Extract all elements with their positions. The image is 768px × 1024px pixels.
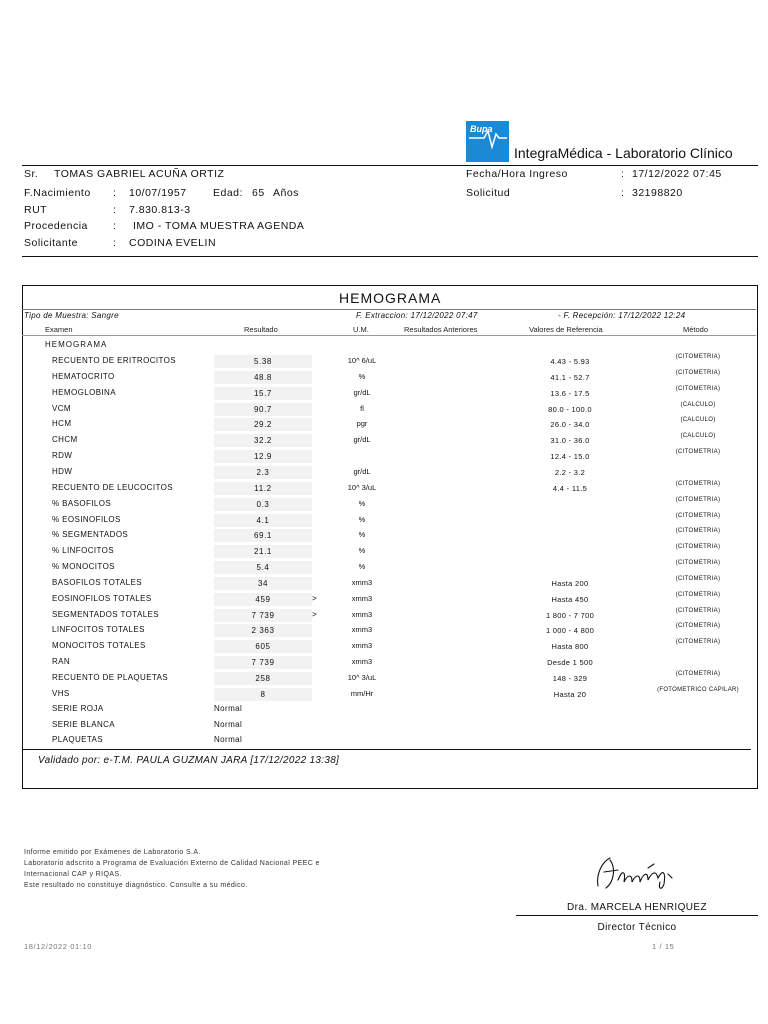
col-exam: Examen [45,325,73,334]
rut-value: 7.830.813-3 [129,204,191,216]
method-label: (CITOMETRIA) [675,639,721,645]
method-label: (CITOMETRIA) [675,671,721,677]
age-unit: Años [273,187,299,199]
rut-colon: : [113,204,117,216]
signature-line [516,915,758,916]
birth-value: 10/07/1957 [129,187,187,199]
solicitud-colon: : [621,187,625,199]
results-bottom-line [22,749,751,750]
reference-range: Hasta 200 [551,579,589,588]
reference-range: Hasta 20 [553,690,587,699]
exam-name: RECUENTO DE LEUCOCITOS [52,483,173,492]
result-value: 5.38 [214,355,312,368]
exam-name: HEMOGLOBINA [52,388,116,397]
unit-value: % [358,530,366,539]
method-label: (CITOMETRIA) [675,608,721,614]
footer-note-4: Este resultado no constituye diagnóstico. Consulte a su médico. [24,882,248,889]
exam-name: % BASOFILOS [52,499,112,508]
solicitante-colon: : [113,237,117,249]
method-label: (CALCULO) [680,402,716,408]
reference-range: 1 000 - 4 800 [545,626,595,635]
exam-name: SEGMENTADOS TOTALES [52,610,160,619]
exam-name: MONOCITOS TOTALES [52,641,146,650]
unit-value: % [358,515,366,524]
solicitud-label: Solicitud [466,187,511,199]
qualitative-name: PLAQUETAS [52,735,104,744]
ingreso-colon: : [621,168,625,180]
result-value: 29.2 [214,418,312,431]
exam-name: RAN [52,657,71,666]
result-value: 11.2 [214,482,312,495]
qualitative-value: Normal [214,704,243,713]
unit-value: % [358,372,366,381]
result-value: 605 [214,640,312,653]
unit-value: % [358,499,366,508]
method-label: (CITOMETRIA) [675,513,721,519]
reference-range: 148 - 329 [552,674,588,683]
reference-range: 26.0 - 34.0 [550,420,590,429]
result-value: 5.4 [214,561,312,574]
signature [588,848,688,896]
unit-value: mm/Hr [350,689,374,698]
exam-name: EOSINOFILOS TOTALES [52,594,152,603]
column-divider [22,335,756,336]
solicitante-value: CODINA EVELIN [129,237,217,249]
reference-range: Hasta 450 [551,595,589,604]
reference-range: 31.0 - 36.0 [550,436,590,445]
unit-value: fl [360,404,364,413]
method-label: (CITOMETRIA) [675,528,721,534]
qualitative-name: SERIE ROJA [52,704,104,713]
method-label: (FOTOMETRICO CAPILAR) [657,687,739,693]
birth-colon: : [113,187,117,199]
unit-value: gr/dL [353,467,371,476]
result-value: 8 [214,688,312,701]
result-value: 21.1 [214,545,312,558]
age-label: Edad: [213,187,243,199]
unit-value: xmm3 [351,641,373,650]
unit-value: xmm3 [351,657,373,666]
unit-value: gr/dL [353,435,371,444]
result-value: 48.8 [214,371,312,384]
result-value: 2 363 [214,624,312,637]
procedencia-colon: : [113,220,117,232]
method-label: (CITOMETRIA) [675,354,721,360]
exam-name: % MONOCITOS [52,562,115,571]
qualitative-value: Normal [214,719,243,729]
col-result: Resultado [244,325,278,334]
col-reference: Valores de Referencia [529,325,603,334]
reference-range: 4.43 - 5.93 [550,357,590,366]
result-flag: > [312,610,317,619]
exam-name: BASOFILOS TOTALES [52,578,142,587]
result-value: 459 [214,593,312,606]
reference-range: 41.1 - 52.7 [550,373,590,382]
section-label: HEMOGRAMA [45,340,108,349]
exam-name: % SEGMENTADOS [52,530,129,539]
solicitante-label: Solicitante [24,237,78,249]
heartbeat-icon [466,121,509,162]
exam-name: CHCM [52,435,78,444]
method-label: (CITOMETRIA) [675,544,721,550]
unit-value: 10^ 6/uL [347,356,377,365]
age-value: 65 [252,187,265,199]
unit-value: xmm3 [351,610,373,619]
qualitative-value: Normal [214,735,243,744]
extraction-date: F. Extraccion: 17/12/2022 07:47 [356,311,478,320]
exam-name: % EOSINOFILOS [52,515,121,524]
result-value: 0.3 [214,498,312,511]
exam-name: VCM [52,404,71,413]
reference-range: 12.4 - 15.0 [550,452,590,461]
method-label: (CITOMETRIA) [675,560,721,566]
result-value: 90.7 [214,403,312,416]
col-previous: Resultados Anteriores [404,325,478,334]
exam-name: VHS [52,689,70,698]
reference-range: 13.6 - 17.5 [550,389,590,398]
reference-range: Desde 1 500 [547,658,593,667]
method-label: (CITOMETRIA) [675,370,721,376]
method-label: (CITOMETRIA) [675,576,721,582]
exam-name: HCM [52,419,72,428]
col-unit: U.M. [353,325,369,334]
method-label: (CITOMETRIA) [675,623,721,629]
reference-range: 4.4 - 11.5 [552,484,588,493]
result-value: 7 739 [214,609,312,622]
result-value: 7 739 [214,656,312,669]
ingreso-label: Fecha/Hora Ingreso [466,168,568,180]
logo-text: Bupa [470,124,493,134]
method-label: (CITOMETRIA) [675,497,721,503]
result-value: 15.7 [214,387,312,400]
salutation: Sr. [24,168,39,180]
lab-name: IntegraMédica - Laboratorio Clínico [514,145,733,161]
exam-name: HEMATOCRITO [52,372,115,381]
method-label: (CITOMETRIA) [675,386,721,392]
result-value: 2.3 [214,466,312,479]
result-value: 258 [214,672,312,685]
birth-label: F.Nacimiento [24,187,91,199]
result-value: 32.2 [214,434,312,447]
result-value: 12.9 [214,450,312,463]
method-label: (CITOMETRIA) [675,592,721,598]
report-title: HEMOGRAMA [339,290,442,306]
unit-value: xmm3 [351,625,373,634]
result-value: 69.1 [214,529,312,542]
rut-label: RUT [24,204,48,216]
method-label: (CITOMETRIA) [675,481,721,487]
exam-name: RDW [52,451,73,460]
doctor-name: Dra. MARCELA HENRIQUEZ [567,902,707,913]
exam-name: RECUENTO DE PLAQUETAS [52,673,169,682]
patient-name: TOMAS GABRIEL ACUÑA ORTIZ [54,168,225,180]
procedencia-label: Procedencia [24,220,88,232]
page-number: 1 / 15 [652,942,675,951]
unit-value: 10^ 3/uL [347,673,377,682]
reference-range: 80.0 - 100.0 [548,405,592,414]
reference-range: 1 800 - 7 700 [545,611,595,620]
printed-at: 18/12/2022 01:10 [24,942,92,951]
reception-date: - F. Recepción: 17/12/2022 12:24 [558,311,686,320]
footer-note-3: Internacional CAP y RIQAS. [24,871,122,878]
col-method: Método [683,325,709,334]
result-value: 4.1 [214,514,312,527]
ingreso-value: 17/12/2022 07:45 [632,168,722,180]
footer-note-1: Informe emitido por Exámenes de Laboratorio S.A. [24,849,201,856]
bupa-logo [466,121,509,162]
method-label: (CALCULO) [680,417,716,423]
reference-range: Hasta 800 [551,642,589,651]
result-flag: > [312,594,317,603]
qualitative-name: SERIE BLANCA [52,719,116,729]
doctor-role: Director Técnico [597,922,677,933]
unit-value: % [358,562,366,571]
header-divider [22,165,758,166]
exam-name: % LINFOCITOS [52,546,114,555]
unit-value: gr/dL [353,388,371,397]
title-divider [22,309,756,310]
procedencia-value: IMO - TOMA MUESTRA AGENDA [133,220,305,232]
footer-note-2: Laboratorio adscrito a Programa de Evaluación Externo de Calidad Nacional PEEC e [24,860,320,867]
unit-value: 10^ 3/uL [347,483,377,492]
unit-value: % [358,546,366,555]
method-label: (CITOMETRIA) [675,449,721,455]
exam-name: HDW [52,467,73,476]
sample-type: Tipo de Muestra: Sangre [24,311,119,320]
method-label: (CALCULO) [680,433,716,439]
unit-value: xmm3 [351,594,373,603]
exam-name: RECUENTO DE ERITROCITOS [52,356,177,365]
reference-range: 2.2 - 3.2 [554,468,586,477]
result-value: 34 [214,577,312,590]
validated-by: Validado por: e-T.M. PAULA GUZMAN JARA [17/12/2022 13:38] [38,755,340,766]
patient-divider [22,256,758,257]
exam-name: LINFOCITOS TOTALES [52,625,145,634]
solicitud-value: 32198820 [632,187,683,199]
unit-value: pgr [356,419,368,428]
unit-value: xmm3 [351,578,373,587]
